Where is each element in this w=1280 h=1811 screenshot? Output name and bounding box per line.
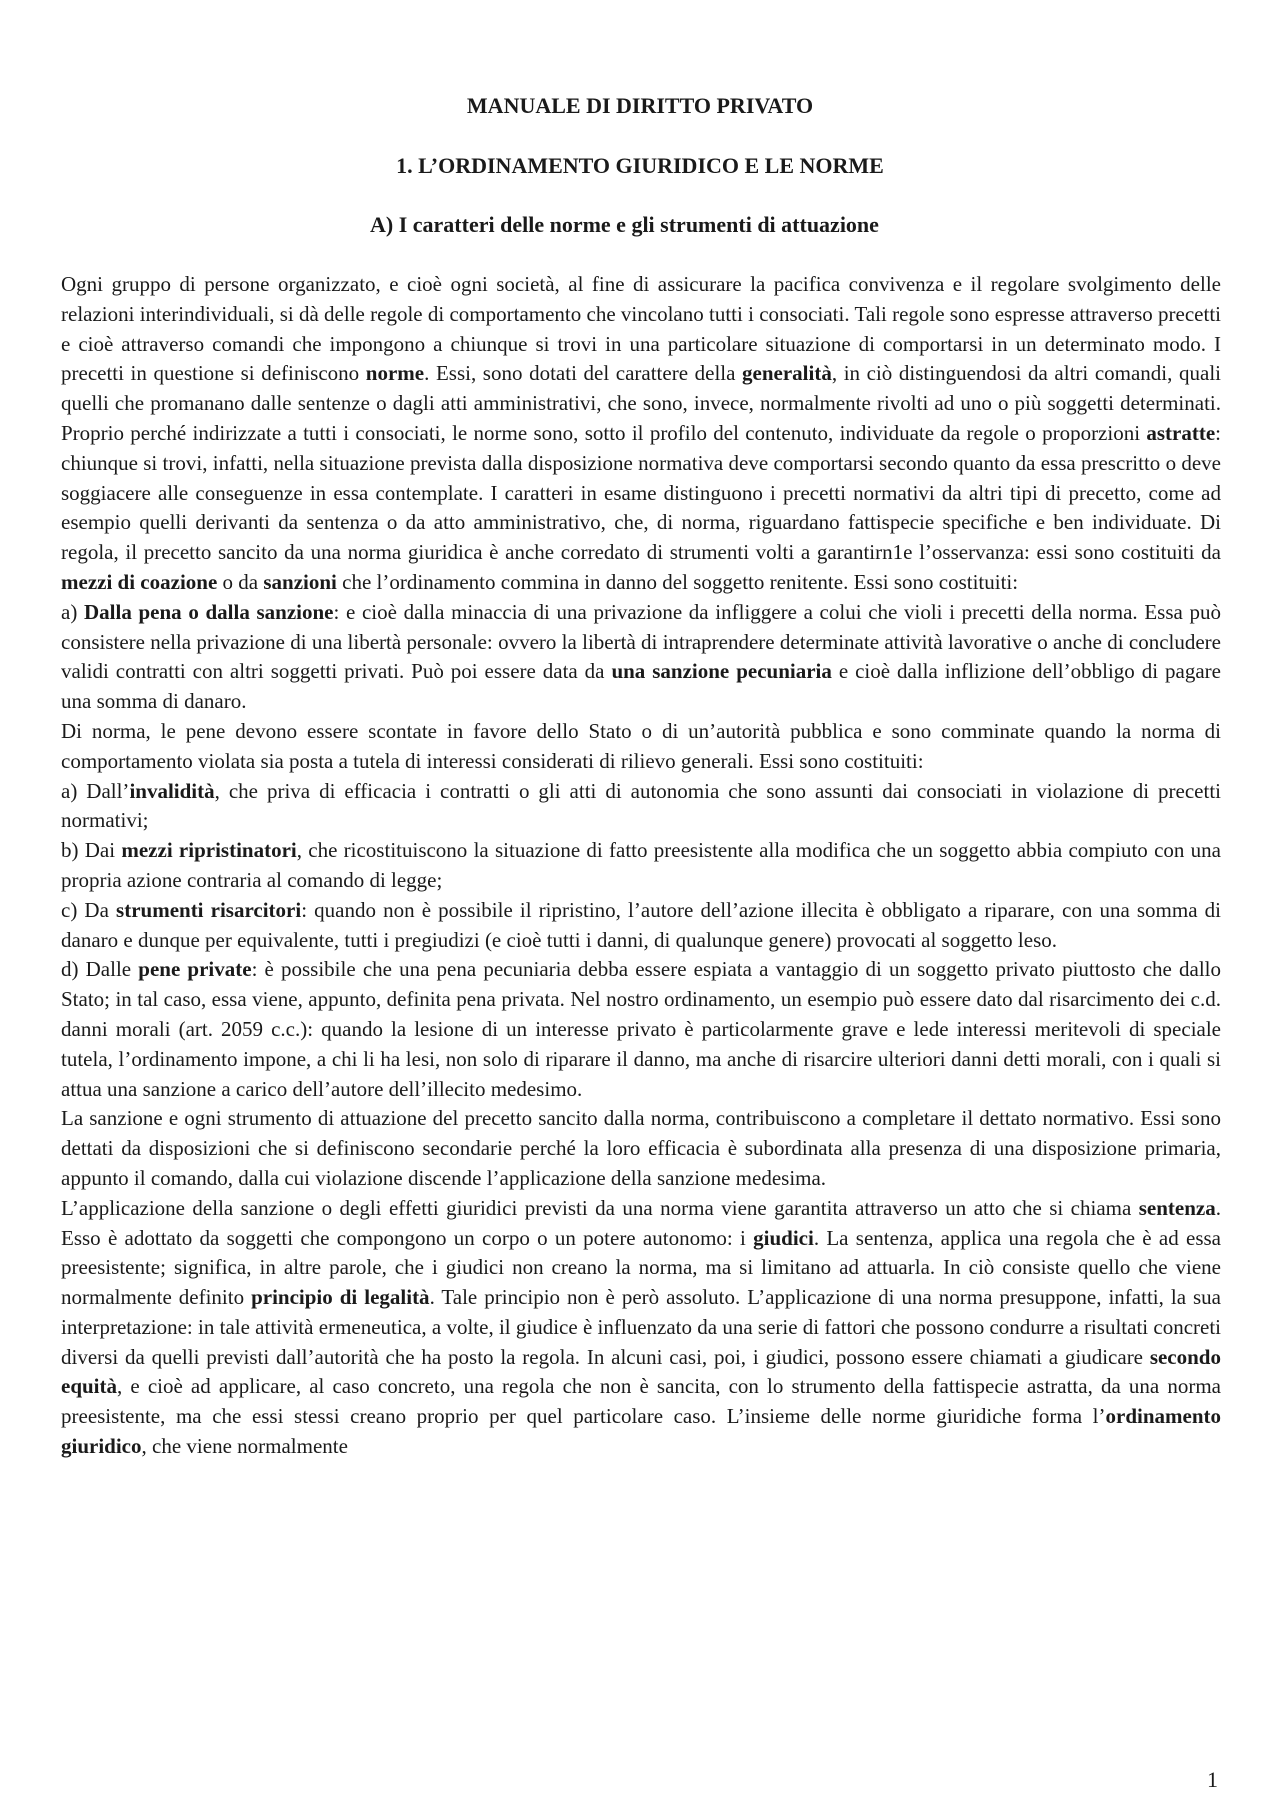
- text-run: , che viene normalmente: [141, 1434, 348, 1459]
- paragraph-item-a-invalidita: [61, 777, 1221, 837]
- text-run: L’applicazione della sanzione o degli effetti giuridici previsti da una norma viene garantita attraverso un atto che si chiama: [61, 1195, 1139, 1220]
- section-title: A) I caratteri delle norme e gli strumenti di attuazione: [370, 212, 879, 237]
- text-run: d) Dalle: [61, 957, 139, 982]
- text-run: , e cioè ad applicare, al caso concreto, una regola che non è sancita, con lo strumento della fattispecie astratta, da una norma preesistente, ma che essi stessi creano proprio per quel particolare caso. L’insieme delle norme giuridiche forma l’: [61, 1374, 1221, 1429]
- text-run: b) Dai: [61, 838, 122, 863]
- text-run: , che ricostituiscono la situazione di fatto preesistente alla modifica che un soggetto abbia compiuto con una propria azione contraria al comando di legge;: [61, 838, 1221, 892]
- text-run: . Tale principio non è però assoluto. L’applicazione di una norma presuppone, infatti, la sua interpretazione: in tale attività ermeneutica, a volte, il giudice è influenzato da una serie di fattori che possono condurre a risultati concreti diversi da quelli previsti dall’autorità che ha posto la regola. In alcuni casi, poi, i giudici, possono essere chiamati a giudicare: [61, 1285, 1221, 1369]
- term-generalita: generalità: [742, 361, 832, 386]
- term-pena-sanzione: Dalla pena o dalla sanzione: [83, 599, 334, 624]
- text-run: o da: [217, 569, 264, 594]
- term-sanzione-pecuniaria: una sanzione pecuniaria: [611, 659, 832, 684]
- term-giudici: giudici: [753, 1225, 814, 1250]
- body-text: [61, 270, 1221, 1462]
- term-secondo-equita: secondo equità: [61, 1344, 1221, 1399]
- text-run: : quando non è possibile il ripristino, l’autore dell’azione illecita è obbligato a riparare, con una somma di danaro e dunque per equivalente, tutti i pregiudizi (e cioè tutti i danni, di qualunque genere) provocati al soggetto leso.: [61, 897, 1221, 952]
- paragraph-item-b: [61, 836, 1221, 896]
- text-run: che l’ordinamento commina in danno del soggetto renitente. Essi sono costituiti:: [336, 569, 1019, 594]
- paragraph-item-a-pena: [61, 598, 1221, 717]
- text-run: : e cioè dalla minaccia di una privazione da infliggere a colui che violi i precetti della norma. Essa può consistere nella privazione di una libertà personale: ovvero la libertà di intraprendere determinate attività lavorative o anche di concludere validi contratti con altri soggetti privati. Può poi essere data da: [61, 599, 1221, 684]
- paragraph-sentenza: [61, 1194, 1221, 1462]
- term-mezzi-di-coazione: mezzi di coazione: [61, 569, 218, 594]
- term-ordinamento-giuridico: ordinamento giuridico: [61, 1404, 1221, 1459]
- term-norme: norme: [365, 361, 425, 386]
- text-run: : chiunque si trovi, infatti, nella situazione prevista dalla disposizione normativa deve comportarsi secondo quanto da essa prescritto o deve soggiacere alle conseguenze in essa contemplate. I caratteri in esame distinguono i precetti normativi da altri tipi di precetto, come ad esempio quelli derivanti da sentenza o da atto amministrativo, che, di norma, riguardano fattispecie specifiche e ben individuate. Di regola, il precetto sancito da una norma giuridica è anche corredato di strumenti volti a garantirn1e l’osservanza: essi sono costituiti da: [61, 420, 1221, 565]
- term-sentenza: sentenza: [1138, 1195, 1216, 1220]
- text-run: . Esso è adottato da soggetti che compongono un corpo o un potere autonomo: i: [61, 1195, 1221, 1250]
- text-run: . La sentenza, applica una regola che è ad essa preesistente; significa, in altre parole, che i giudici non creano la norma, ma si limitano ad attuarla. In ciò consiste quello che viene normalmente definito: [61, 1225, 1221, 1310]
- chapter-title: 1. L’ORDINAMENTO GIURIDICO E LE NORME: [396, 153, 884, 178]
- term-principio-di-legalita: principio di legalità: [251, 1285, 430, 1310]
- text-run: a) Dall’: [61, 778, 130, 803]
- term-strumenti-risarcitori: strumenti risarcitori: [116, 897, 302, 922]
- term-astratte: astratte: [1146, 420, 1216, 445]
- term-mezzi-ripristinatori: mezzi ripristinatori: [121, 838, 297, 863]
- text-run: c) Da: [61, 897, 117, 922]
- paragraph-item-c: [61, 896, 1221, 956]
- term-sanzioni: sanzioni: [263, 569, 337, 594]
- text-run: e cioè dalla inflizione dell’obbligo di pagare una somma di danaro.: [61, 659, 1221, 714]
- text-run: Ogni gruppo di persone organizzato, e cioè ogni società, al fine di assicurare la pacifica convivenza e il regolare svolgimento delle relazioni interindividuali, si dà delle regole di comportamento che vincolano tutti i consociati. Tali regole sono espresse attraverso precetti e cioè attraverso comandi che impongono a chiunque si trovi in una particolare situazione di comportarsi in un determinato modo. I precetti in questione si definiscono: [61, 272, 1221, 386]
- paragraph-item-d: [61, 955, 1221, 1104]
- paragraph-pene: Di norma, le pene devono essere scontate in favore dello Stato o di un’autorità pubblica e sono comminate quando la norma di comportamento violata sia posta a tutela di interessi considerati di rilievo generali. Essi sono costituiti:: [61, 718, 1221, 773]
- book-title: MANUALE DI DIRITTO PRIVATO: [466, 93, 814, 118]
- text-run: a): [61, 599, 84, 624]
- paragraph-intro: [61, 270, 1221, 598]
- text-run: , in ciò distinguendosi da altri comandi, quali quelli che promanano dalle sentenze o dagli atti amministrativi, che sono, invece, normalmente rivolti ad uno o più soggetti determinati. Proprio perché indirizzate a tutti i consociati, le norme sono, sotto il profilo del contenuto, individuate da regole o proporzioni: [61, 361, 1221, 445]
- page-number: 1: [1207, 1767, 1218, 1792]
- term-pene-private: pene private: [138, 957, 252, 982]
- text-run: : è possibile che una pena pecuniaria debba essere espiata a vantaggio di un soggetto privato piuttosto che dallo Stato; in tal caso, essa viene, appunto, definita pena privata. Nel nostro ordinamento, un esempio può essere dato dal risarcimento dei c.d. danni morali (art. 2059 c.c.): quando la lesione di un interesse privato è particolarmente grave e lede interessi meritevoli di speciale tutela, l’ordinamento impone, a chi li ha lesi, non solo di riparare il danno, ma anche di risarcire ulteriori danni detti morali, con i quali si attua una sanzione a carico dell’autore dell’illecito medesimo.: [61, 957, 1221, 1101]
- term-invalidita: invalidità: [129, 778, 215, 803]
- paragraph-sanzione: La sanzione e ogni strumento di attuazione del precetto sancito dalla norma, contribuiscono a completare il dettato normativo. Essi sono dettati da disposizioni che si definiscono secondarie perché la loro efficacia è subordinata alla presenza di una disposizione primaria, appunto il comando, dalla cui violazione discende l’applicazione della sanzione medesima.: [61, 1106, 1221, 1190]
- text-run: . Essi, sono dotati del carattere della: [424, 361, 743, 386]
- text-run: , che priva di efficacia i contratti o gli atti di autonomia che sono assunti dai consociati in violazione di precetti normativi;: [61, 778, 1221, 833]
